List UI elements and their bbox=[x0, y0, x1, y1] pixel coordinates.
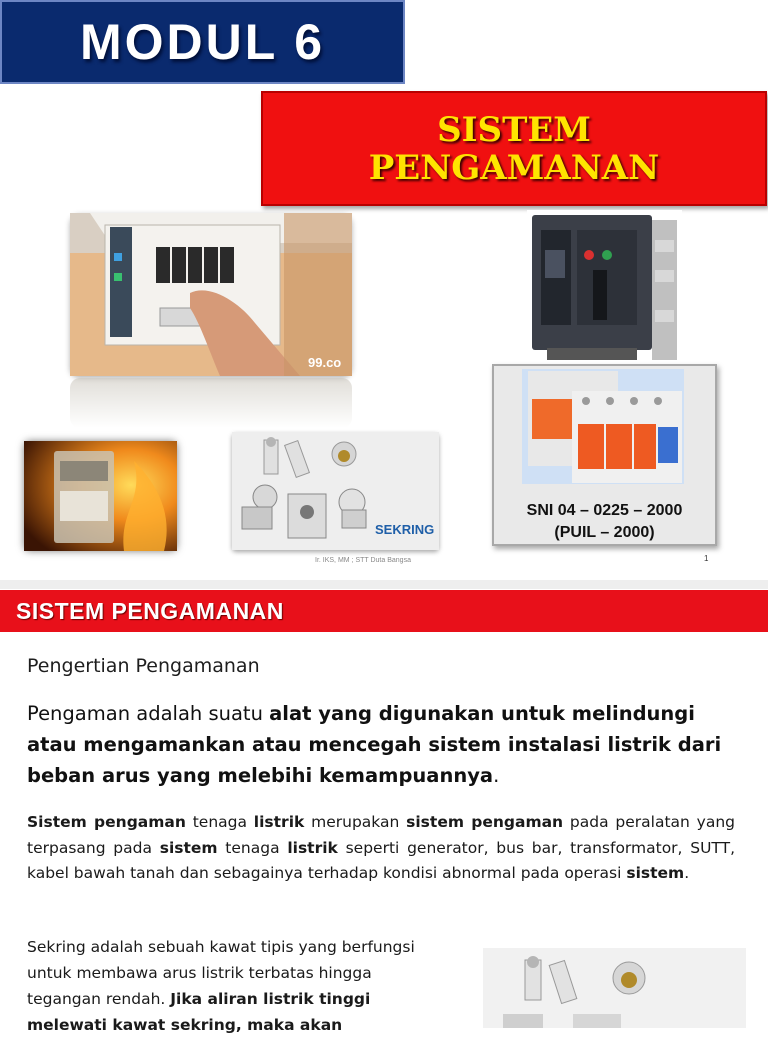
definition-part1: Pengaman adalah suatu bbox=[27, 702, 270, 725]
module-title-banner bbox=[0, 0, 405, 84]
para-bold-1: Sistem pengaman bbox=[27, 813, 186, 831]
para-text-5: seperti generator, bus bar, transformator, SUTT, kabel bawah tanah dan sebagainya terhadap kondisi abnormal pada operasi bbox=[27, 838, 735, 882]
section-header: SISTEM PENGAMANAN bbox=[16, 597, 284, 624]
burning-meter-photo bbox=[24, 441, 177, 551]
watermark-text: 99.co bbox=[308, 355, 342, 370]
surge-protector-photo bbox=[522, 369, 684, 484]
para-bold-2: listrik bbox=[253, 813, 305, 831]
section-subtitle: Pengertian Pengamanan bbox=[27, 655, 260, 677]
fuse-description bbox=[27, 934, 417, 1038]
para-bold-4: sistem bbox=[159, 838, 218, 857]
protection-system-paragraph bbox=[27, 810, 735, 887]
topic-title-line1: SISTEM bbox=[437, 109, 591, 150]
surge-protector-card bbox=[492, 364, 717, 546]
fuses-photo bbox=[232, 432, 439, 550]
fuse-brand-label: SEKRING bbox=[375, 522, 435, 537]
standard-line-2: (PUIL – 2000) bbox=[554, 524, 655, 541]
footer-credit: Ir. IKS, MM ; STT Duta Bangsa bbox=[315, 557, 411, 564]
para-text-1: tenaga bbox=[185, 813, 254, 831]
para-bold-5: listrik bbox=[287, 838, 338, 857]
slide-divider bbox=[0, 580, 768, 589]
topic-banner bbox=[261, 91, 767, 206]
para-text-4: tenaga bbox=[217, 838, 288, 857]
topic-title-line2: PENGAMANAN bbox=[368, 147, 660, 188]
para-bold-3: sistem pengaman bbox=[406, 813, 564, 831]
definition-end: . bbox=[493, 764, 500, 787]
panel-photo-reflection bbox=[70, 378, 352, 428]
fuses-photo-2 bbox=[483, 948, 746, 1028]
para-text-2: merupakan bbox=[304, 813, 407, 831]
electrical-panel-photo bbox=[70, 213, 352, 376]
para-bold-6: sistem bbox=[626, 864, 685, 882]
definition-bold: alat yang digunakan untuk melindungi atau mengamankan atau mencegah sistem instalasi listrik dari beban arus yang melebihi kemampuannya bbox=[27, 702, 722, 787]
air-circuit-breaker-photo bbox=[527, 210, 682, 365]
section-header-bar bbox=[0, 590, 768, 632]
definition-text bbox=[27, 698, 739, 791]
fuse-bold-1: Jika aliran listrik tinggi melewati kawat sekring, maka akan bbox=[27, 990, 371, 1034]
fuse-text-1: Sekring adalah sebuah kawat tipis yang berfungsi untuk membawa arus listrik terbatas hingga tegangan rendah. bbox=[27, 938, 415, 1008]
page-number: 1 bbox=[704, 554, 709, 563]
para-text-3: pada peralatan yang terpasang pada bbox=[27, 813, 735, 857]
para-text-6: . bbox=[684, 864, 690, 882]
module-title: MODUL 6 bbox=[79, 14, 326, 70]
standard-line-1: SNI 04 – 0225 – 2000 bbox=[526, 502, 683, 519]
